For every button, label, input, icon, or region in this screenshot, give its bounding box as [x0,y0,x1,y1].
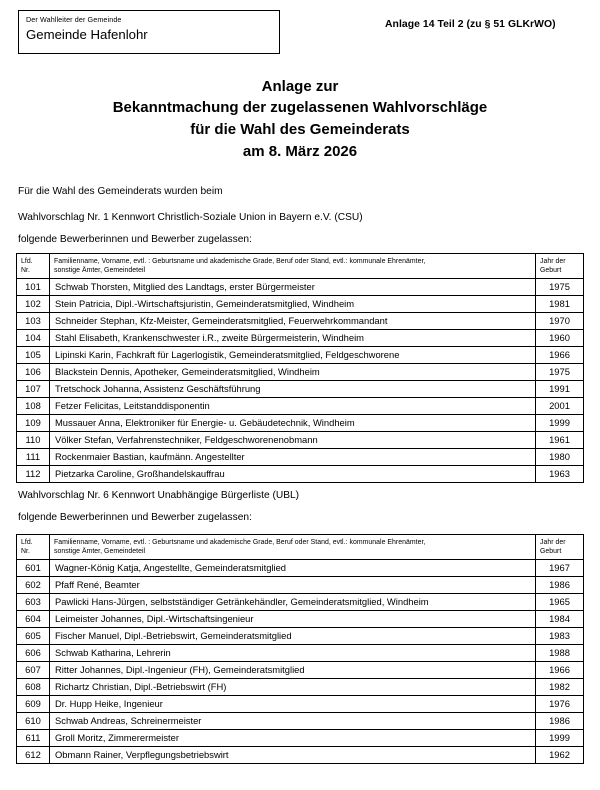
candidate-rows-csu [17,279,584,483]
column-header-name [50,535,536,560]
column-header-name-line2: sonstige Ämter, Gemeindeteil [54,548,146,555]
candidate-birth-year: 1961 [536,432,584,449]
candidate-number: 612 [17,747,50,764]
candidate-details: Fetzer Felicitas, Leitstanddisponentin [50,398,536,415]
table-row [17,560,584,577]
candidate-table-csu [16,253,584,483]
column-header-number [17,535,50,560]
candidate-birth-year: 1960 [536,330,584,347]
candidate-birth-year: 1965 [536,594,584,611]
allowed-text-ubl: folgende Bewerberinnen und Bewerber zugelassen: [18,512,252,523]
column-header-number-line1: Lfd. [21,539,33,546]
candidate-birth-year: 1962 [536,747,584,764]
column-header-number-line2: Nr. [21,548,30,555]
table-row [17,466,584,483]
candidate-details: Mussauer Anna, Elektroniker für Energie- u. Gebäudetechnik, Windheim [50,415,536,432]
candidate-number: 109 [17,415,50,432]
table-head [17,535,584,560]
table-row [17,279,584,296]
table-row [17,713,584,730]
candidate-birth-year: 1983 [536,628,584,645]
candidate-birth-year: 1975 [536,364,584,381]
candidate-number: 107 [17,381,50,398]
candidate-number: 111 [17,449,50,466]
candidate-details: Lipinski Karin, Fachkraft für Lagerlogistik, Gemeinderatsmitglied, Feldgeschworene [50,347,536,364]
candidate-birth-year: 1991 [536,381,584,398]
column-header-year-line1: Jahr der [540,539,566,546]
page-title [0,76,600,163]
column-header-number-line1: Lfd. [21,258,33,265]
candidate-details: Wagner-König Katja, Angestellte, Gemeinderatsmitglied [50,560,536,577]
candidate-number: 605 [17,628,50,645]
candidate-details: Obmann Rainer, Verpflegungsbetriebswirt [50,747,536,764]
candidate-birth-year: 2001 [536,398,584,415]
candidate-number: 604 [17,611,50,628]
column-header-number [17,254,50,279]
proposal-heading-csu: Wahlvorschlag Nr. 1 Kennwort Christlich-Soziale Union in Bayern e.V. (CSU) [18,212,363,223]
table-row [17,432,584,449]
column-header-name-line1: Familienname, Vorname, evtl. : Geburtsname und akademische Grade, Beruf oder Stand, evtl.: kommunale Ehrenämter, [54,539,426,546]
candidate-number: 104 [17,330,50,347]
candidate-number: 609 [17,696,50,713]
candidate-details: Pfaff René, Beamter [50,577,536,594]
candidate-number: 610 [17,713,50,730]
candidate-details: Blackstein Dennis, Apotheker, Gemeinderatsmitglied, Windheim [50,364,536,381]
candidate-number: 108 [17,398,50,415]
table-row [17,415,584,432]
candidate-number: 112 [17,466,50,483]
candidate-details: Dr. Hupp Heike, Ingenieur [50,696,536,713]
table-row [17,398,584,415]
candidate-birth-year: 1984 [536,611,584,628]
table-head [17,254,584,279]
table-row [17,747,584,764]
candidate-number: 603 [17,594,50,611]
column-header-year-line2: Geburt [540,548,562,555]
table-row [17,296,584,313]
candidate-number: 606 [17,645,50,662]
candidate-number: 101 [17,279,50,296]
municipality-name: Gemeinde Hafenlohr [26,27,148,42]
table-header-row [17,254,584,279]
document-header-band [0,0,600,60]
table-row [17,594,584,611]
table-row [17,364,584,381]
table-row [17,662,584,679]
candidate-details: Richartz Christian, Dipl.-Betriebswirt (FH) [50,679,536,696]
candidate-details: Schwab Thorsten, Mitglied des Landtags, erster Bürgermeister [50,279,536,296]
title-line-2: Bekanntmachung der zugelassenen Wahlvorschläge [112,99,488,116]
candidate-details: Pawlicki Hans-Jürgen, selbstständiger Getränkehändler, Gemeinderatsmitglied, Windheim [50,594,536,611]
intro-text: Für die Wahl des Gemeinderats wurden beim [18,186,223,197]
candidate-birth-year: 1966 [536,662,584,679]
candidate-number: 105 [17,347,50,364]
returning-officer-box [18,10,280,54]
column-header-number-line2: Nr. [21,267,30,274]
candidate-number: 106 [17,364,50,381]
candidate-number: 611 [17,730,50,747]
title-line-1: Anlage zur [261,78,339,95]
candidate-birth-year: 1975 [536,279,584,296]
table-row [17,730,584,747]
candidate-birth-year: 1976 [536,696,584,713]
candidate-birth-year: 1988 [536,645,584,662]
candidate-number: 110 [17,432,50,449]
candidate-birth-year: 1963 [536,466,584,483]
table-row [17,611,584,628]
candidate-birth-year: 1966 [536,347,584,364]
candidate-birth-year: 1967 [536,560,584,577]
candidate-details: Schwab Katharina, Lehrerin [50,645,536,662]
table-row [17,679,584,696]
candidate-table-ubl [16,534,584,764]
candidate-details: Tretschock Johanna, Assistenz Geschäftsführung [50,381,536,398]
returning-officer-label: Der Wahlleiter der Gemeinde [26,15,122,24]
column-header-year [536,535,584,560]
candidate-number: 607 [17,662,50,679]
table-row [17,313,584,330]
table-row [17,577,584,594]
candidate-details: Ritter Johannes, Dipl.-Ingenieur (FH), Gemeinderatsmitglied [50,662,536,679]
candidate-birth-year: 1986 [536,713,584,730]
candidate-birth-year: 1970 [536,313,584,330]
candidate-number: 602 [17,577,50,594]
candidate-birth-year: 1981 [536,296,584,313]
candidate-birth-year: 1999 [536,415,584,432]
candidate-details: Stahl Elisabeth, Krankenschwester i.R., zweite Bürgermeisterin, Windheim [50,330,536,347]
column-header-name-line1: Familienname, Vorname, evtl. : Geburtsname und akademische Grade, Beruf oder Stand, evtl.: kommunale Ehrenämter, [54,258,426,265]
column-header-year [536,254,584,279]
table-row [17,347,584,364]
column-header-year-line1: Jahr der [540,258,566,265]
candidate-details: Völker Stefan, Verfahrenstechniker, Feldgeschworenenobmann [50,432,536,449]
candidate-details: Schwab Andreas, Schreinermeister [50,713,536,730]
candidate-birth-year: 1980 [536,449,584,466]
candidate-details: Leimeister Johannes, Dipl.-Wirtschaftsingenieur [50,611,536,628]
candidate-birth-year: 1999 [536,730,584,747]
candidate-details: Pietzarka Caroline, Großhandelskauffrau [50,466,536,483]
allowed-text-csu: folgende Bewerberinnen und Bewerber zugelassen: [18,234,252,245]
candidate-rows-ubl [17,560,584,764]
table-row [17,381,584,398]
table-row [17,696,584,713]
proposal-heading-ubl: Wahlvorschlag Nr. 6 Kennwort Unabhängige Bürgerliste (UBL) [18,490,300,501]
table-row [17,645,584,662]
table-row [17,628,584,645]
candidate-birth-year: 1982 [536,679,584,696]
candidate-details: Rockenmaier Bastian, kaufmänn. Angestellter [50,449,536,466]
title-line-4: am 8. März 2026 [242,143,358,160]
column-header-name [50,254,536,279]
title-line-3: für die Wahl des Gemeinderats [190,121,410,138]
candidate-details: Schneider Stephan, Kfz-Meister, Gemeinderatsmitglied, Feuerwehrkommandant [50,313,536,330]
candidate-number: 608 [17,679,50,696]
table-row [17,449,584,466]
column-header-year-line2: Geburt [540,267,562,274]
column-header-name-line2: sonstige Ämter, Gemeindeteil [54,267,146,274]
candidate-number: 102 [17,296,50,313]
candidate-details: Stein Patricia, Dipl.-Wirtschaftsjuristin, Gemeinderatsmitglied, Windheim [50,296,536,313]
candidate-birth-year: 1986 [536,577,584,594]
candidate-details: Groll Moritz, Zimmerermeister [50,730,536,747]
candidate-number: 103 [17,313,50,330]
table-header-row [17,535,584,560]
candidate-details: Fischer Manuel, Dipl.-Betriebswirt, Gemeinderatsmitglied [50,628,536,645]
candidate-number: 601 [17,560,50,577]
annex-reference: Anlage 14 Teil 2 (zu § 51 GLKrWO) [385,19,556,30]
table-row [17,330,584,347]
